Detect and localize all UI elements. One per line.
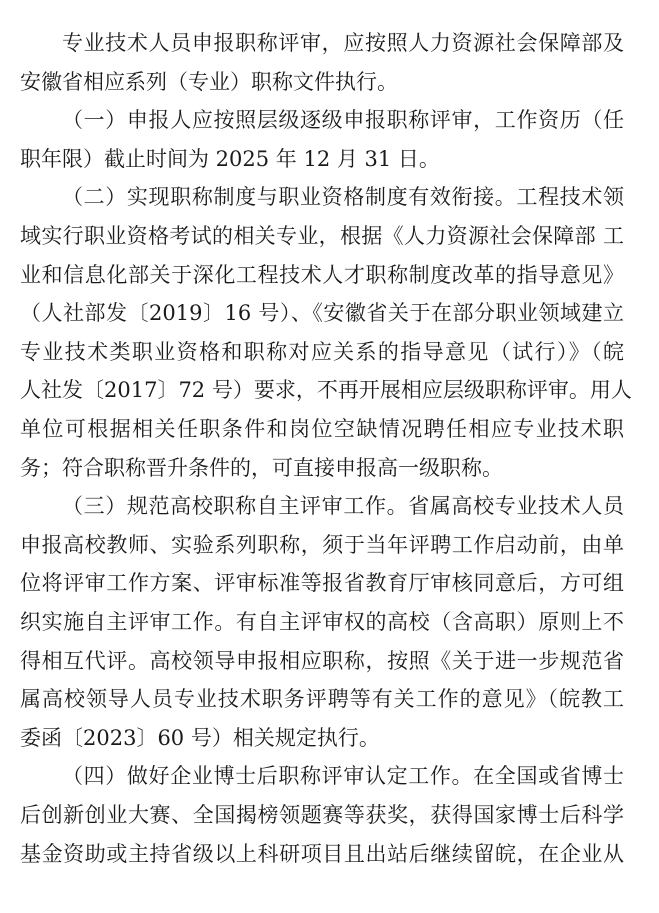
paragraph-2-line-3: 业和信息化部关于深化工程技术人才职称制度改革的指导意见》 bbox=[20, 262, 624, 287]
paragraph-2-line-4: （人社部发〔2019〕16 号）、《安徽省关于在部分职业领域建立 bbox=[20, 301, 624, 326]
paragraph-intro-line-1: 专业技术人员申报职称评审，应按照人力资源社会保障部及 bbox=[62, 31, 624, 55]
paragraph-4-line-1: （四）做好企业博士后职称评审认定工作。在全国或省博士 bbox=[62, 764, 624, 789]
paragraph-3-line-3: 位将评审工作方案、评审标准等报省教育厅审核同意后，方可组 bbox=[20, 571, 624, 596]
paragraph-2-line-1: （二）实现职称制度与职业资格制度有效衔接。工程技术领 bbox=[62, 185, 624, 210]
paragraph-4-line-2: 后创新创业大赛、全国揭榜领题赛等获奖，获得国家博士后科学 bbox=[20, 803, 624, 827]
paragraph-intro-line-2: 安徽省相应系列（专业）职称文件执行。 bbox=[20, 69, 398, 94]
paragraph-3-line-5: 得相互代评。高校领导申报相应职称，按照《关于进一步规范省 bbox=[20, 648, 624, 673]
paragraph-2-line-2: 域实行职业资格考试的相关专业，根据《人力资源社会保障部 工 bbox=[20, 224, 624, 248]
paragraph-1-line-2: 职年限）截止时间为 2025 年 12 月 31 日。 bbox=[20, 146, 440, 171]
paragraph-3-line-6: 属高校领导人员专业技术职务评聘等有关工作的意见》（皖教工 bbox=[20, 687, 624, 712]
paragraph-2-line-7: 单位可根据相关任职条件和岗位空缺情况聘任相应专业技术职 bbox=[20, 417, 624, 441]
paragraph-2-line-8: 务；符合职称晋升条件的，可直接申报高一级职称。 bbox=[20, 455, 503, 480]
paragraph-3-line-4: 织实施自主评审工作。有自主评审权的高校（含高职）原则上不 bbox=[20, 610, 624, 634]
paragraph-3-line-1: （三）规范高校职称自主评审工作。省属高校专业技术人员 bbox=[62, 494, 624, 519]
paragraph-4-line-3: 基金资助或主持省级以上科研项目且出站后继续留皖，在企业从 bbox=[20, 841, 624, 866]
paragraph-2-line-6: 人社发〔2017〕72 号）要求，不再开展相应层级职称评审。用人 bbox=[20, 378, 632, 403]
paragraph-3-line-2: 申报高校教师、实验系列职称，须于当年评聘工作启动前，由单 bbox=[20, 532, 624, 557]
paragraph-2-line-5: 专业技术类职业资格和职称对应关系的指导意见（试行）》（皖 bbox=[20, 339, 624, 364]
paragraph-1-line-1: （一）申报人应按照层级逐级申报职称评审，工作资历（任 bbox=[62, 108, 624, 133]
paragraph-3-line-7: 委函〔2023〕60 号）相关规定执行。 bbox=[20, 725, 380, 750]
